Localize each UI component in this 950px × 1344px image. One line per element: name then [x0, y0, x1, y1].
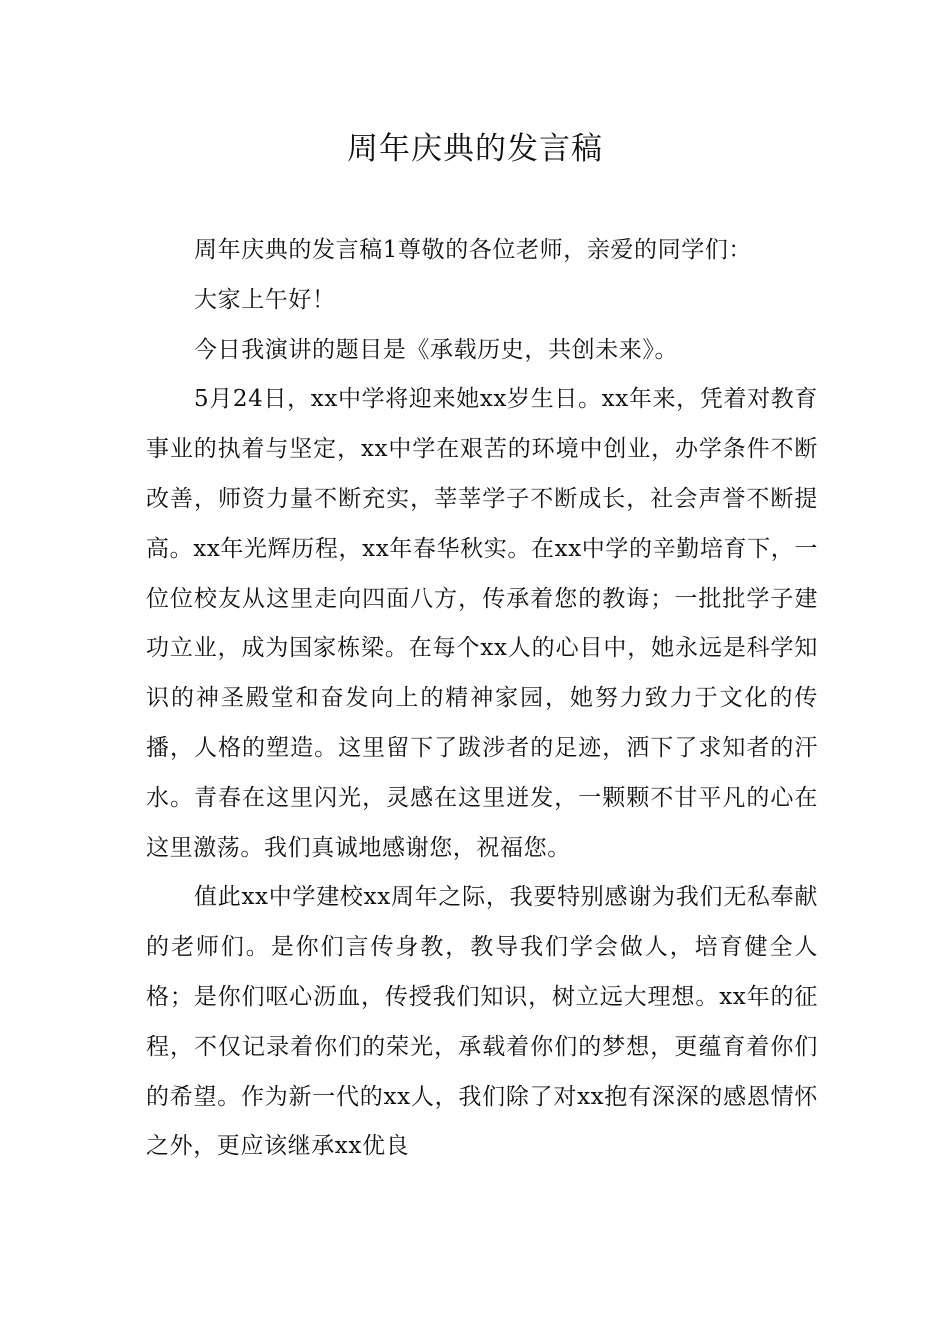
- paragraph-topic: 今日我演讲的题目是《承载历史，共创未来》。: [194, 336, 679, 363]
- paragraph-thanks: 值此xx中学建校xx周年之际，我要特别感谢为我们无私奉献的老师们。是你们言传身教，教导我们学会做人，培育健全人格；是你们呕心沥血，传授我们知识，树立远大理想。xx年的征程，不仅记录着你们的荣光，承载着你们的梦想，更蕴育着你们的希望。作为新一代的xx人，我们除了对xx抱有深深的感恩情怀之外，更应该继承xx优良: [146, 884, 818, 1160]
- paragraph-hello: 大家上午好！: [194, 286, 336, 313]
- paragraph-greeting: 周年庆典的发言稿1尊敬的各位老师，亲爱的同学们：: [194, 237, 753, 263]
- document-body: [146, 226, 818, 1172]
- document-title: 周年庆典的发言稿: [347, 131, 603, 167]
- paragraph-history: 5月24日，xx中学将迎来她xx岁生日。xx年来，凭着对教育事业的执着与坚定，xx中学在艰苦的环境中创业，办学条件不断改善，师资力量不断充实，莘莘学子不断成长，社会声誉不断提高。xx年光辉历程，xx年春华秋实。在xx中学的辛勤培育下，一位位校友从这里走向四面八方，传承着您的教诲；一批批学子建功立业，成为国家栋梁。在每个xx人的心目中，她永远是科学知识的神圣殿堂和奋发向上的精神家园，她努力致力于文化的传播，人格的塑造。这里留下了跋涉者的足迹，洒下了求知者的汗水。青春在这里闪光，灵感在这里迸发，一颗颗不甘平凡的心在这里激荡。我们真诚地感谢您，祝福您。: [146, 386, 818, 861]
